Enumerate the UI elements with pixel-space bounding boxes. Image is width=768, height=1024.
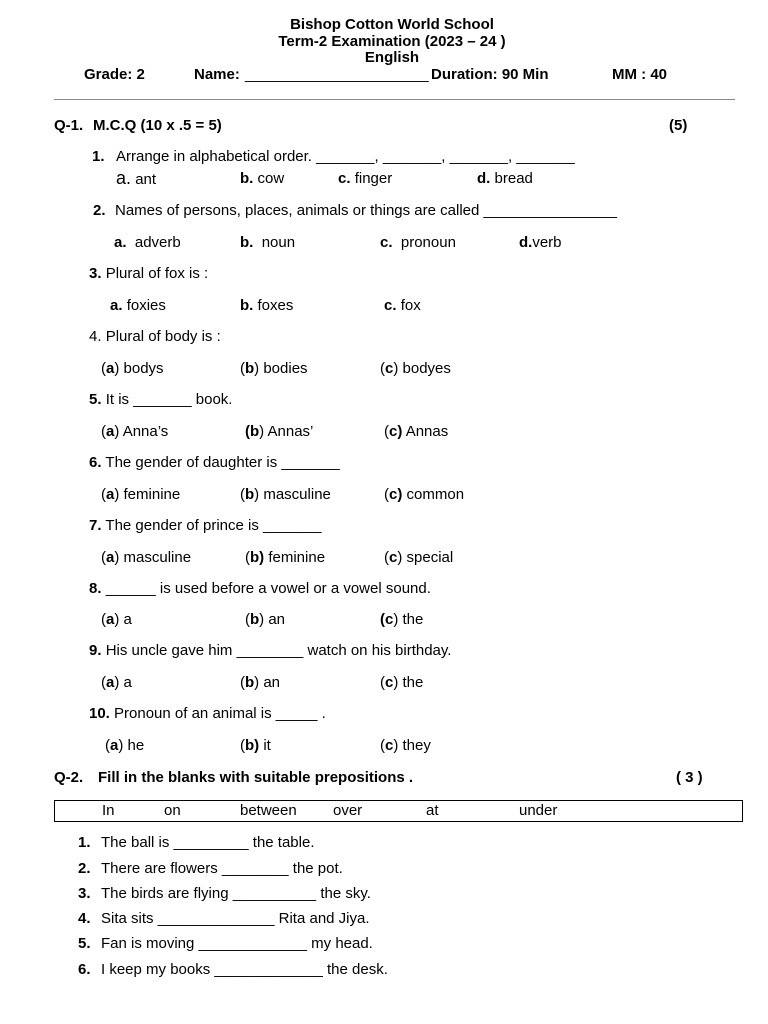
q1-option: (a) masculine [101, 549, 192, 566]
q1-option: d.verb [519, 234, 562, 251]
q1-item: 10. Pronoun of an animal is _____ . [89, 705, 326, 722]
word-bank-word: In [102, 802, 115, 819]
q1-item: 8. ______ is used before a vowel or a vowel sound. [89, 580, 431, 597]
q1-item-number: 1. [92, 148, 105, 165]
q1-option: (a) he [105, 737, 145, 754]
q2-item-text: Fan is moving _____________ my head. [101, 935, 373, 952]
q1-item: 3. Plural of fox is : [89, 265, 209, 282]
header-divider [54, 99, 735, 100]
q2-title: Fill in the blanks with suitable prepositions . [98, 769, 414, 786]
q2-item-number: 3. [78, 885, 91, 902]
name-blank: ______________________ [245, 66, 429, 83]
q1-option: c. fox [384, 297, 421, 314]
q1-option: (c) Annas [384, 423, 449, 440]
name-label: Name: [194, 66, 240, 83]
q1-option: (b) masculine [240, 486, 331, 503]
q1-option: b. foxes [240, 297, 294, 314]
q2-item-number: 5. [78, 935, 91, 952]
q1-option: (c) the [380, 611, 424, 628]
q1-number: Q-1. [54, 117, 84, 134]
q2-number: Q-2. [54, 769, 84, 786]
q1-option: d. bread [477, 170, 533, 187]
q1-item: 5. It is _______ book. [89, 391, 233, 408]
q1-item: 9. His uncle gave him ________ watch on his birthday. [89, 642, 452, 659]
q1-option: b. noun [240, 234, 296, 251]
grade: Grade: 2 [84, 66, 145, 83]
q1-option: (c) special [384, 549, 454, 566]
word-bank-word: over [333, 802, 363, 819]
q1-title: M.C.Q (10 x .5 = 5) [93, 117, 222, 134]
q1-option: b. cow [240, 170, 285, 187]
q1-item: 4. Plural of body is : [89, 328, 221, 345]
q1-option: (a) Anna’s [101, 423, 169, 440]
q1-marks: (5) [669, 117, 688, 134]
q2-item-text: The birds are flying __________ the sky. [101, 885, 371, 902]
q1-option: (b) an [245, 611, 286, 628]
q1-option: (a) bodys [101, 360, 164, 377]
q1-option: (b) an [240, 674, 281, 691]
max-marks: MM : 40 [612, 66, 668, 83]
word-bank-word: on [164, 802, 181, 819]
q2-item-number: 1. [78, 834, 91, 851]
q1-option: (a) feminine [101, 486, 181, 503]
q1-option: (b) bodies [240, 360, 308, 377]
q2-item-number: 2. [78, 860, 91, 877]
q1-item-number: 2. [93, 202, 106, 219]
duration: Duration: 90 Min [431, 66, 549, 83]
q2-marks: ( 3 ) [676, 769, 703, 786]
q1-option: (c) common [384, 486, 465, 503]
q2-item-text: There are flowers ________ the pot. [101, 860, 343, 877]
q1-item-text: Arrange in alphabetical order. _______, _______, _______, _______ [116, 148, 575, 165]
word-bank-word: at [426, 802, 439, 819]
q1-option: (b) Annas’ [245, 423, 314, 440]
q2-item-text: Sita sits ______________ Rita and Jiya. [101, 910, 370, 927]
q1-option: a. ant [116, 168, 157, 188]
q1-option: c. pronoun [380, 234, 456, 251]
q1-option: a. foxies [110, 297, 166, 314]
q1-option: (a) a [101, 611, 132, 628]
q1-option: (b) it [240, 737, 271, 754]
q1-item: 6. The gender of daughter is _______ [89, 454, 340, 471]
school-name: Bishop Cotton World School [290, 16, 494, 33]
exam-title: Term-2 Examination (2023 – 24 ) [278, 33, 506, 50]
q2-item-text: The ball is _________ the table. [101, 834, 315, 851]
q2-item-text: I keep my books _____________ the desk. [101, 961, 388, 978]
word-bank-box [54, 800, 743, 822]
word-bank-word: between [240, 802, 297, 819]
word-bank-word: under [519, 802, 558, 819]
q1-item-text: Names of persons, places, animals or things are called ________________ [115, 202, 617, 219]
q1-option: (c) the [380, 674, 424, 691]
q1-option: (b) feminine [245, 549, 326, 566]
q1-option: (a) a [101, 674, 132, 691]
subject: English [364, 49, 420, 66]
q1-item: 7. The gender of prince is _______ [89, 517, 322, 534]
q1-option: a. adverb [114, 234, 181, 251]
q2-item-number: 6. [78, 961, 91, 978]
q2-item-number: 4. [78, 910, 91, 927]
q1-option: c. finger [338, 170, 393, 187]
q1-option: (c) they [380, 737, 431, 754]
q1-option: (c) bodyes [380, 360, 451, 377]
